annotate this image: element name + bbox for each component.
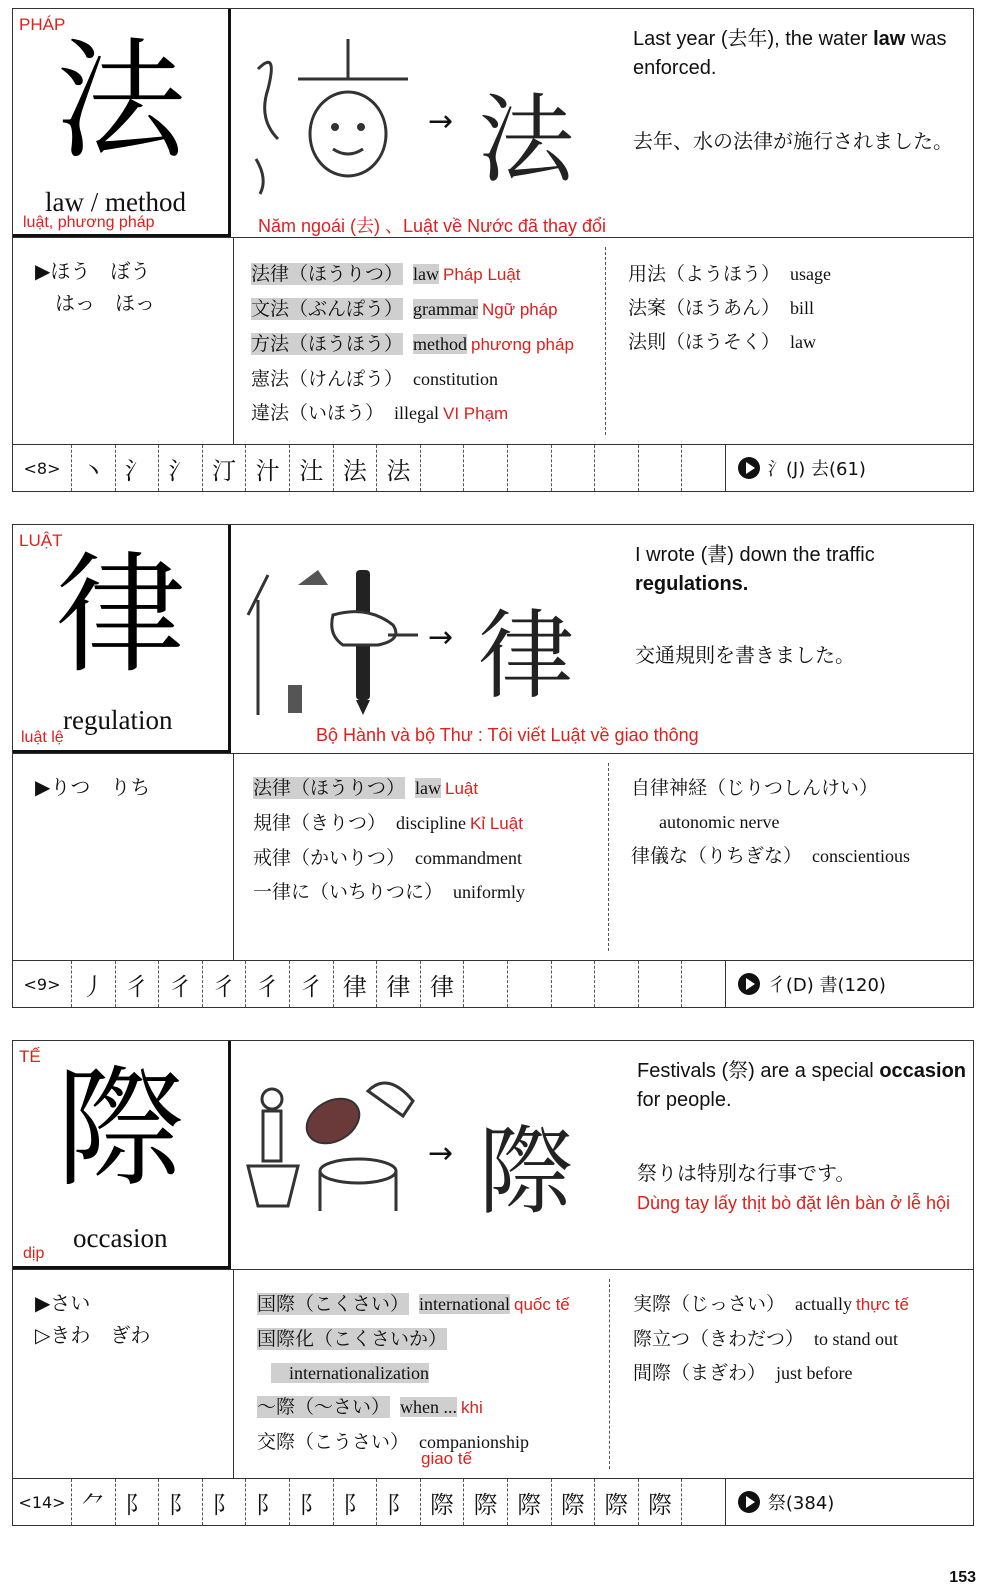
- vocab-item: 法則（ほうそく） law: [628, 331, 817, 353]
- mnemonic-illustration: [238, 9, 618, 209]
- reading-line: ▶ほう ぼう: [35, 259, 151, 283]
- story-vietnamese: Bộ Hành và bộ Thư : Tôi viết Luật về giao thông: [316, 725, 699, 745]
- stroke-step: 法: [334, 445, 378, 491]
- page-number: 153: [949, 1569, 976, 1586]
- vn-meaning: luật lệ: [21, 729, 64, 746]
- story-english: [637, 1057, 967, 1115]
- arrow-icon: →: [428, 620, 454, 655]
- illustration-drawing: [238, 525, 428, 725]
- readings: [35, 771, 150, 803]
- column-divider-dashed: [605, 247, 606, 435]
- vocab-item: 律儀な（りちぎな） conscientious: [631, 845, 910, 867]
- illustration-drawing: [238, 1041, 428, 1241]
- story-japanese: 去年、水の法律が施行されました。: [633, 129, 953, 153]
- radical-text: 祭(384): [767, 1493, 835, 1514]
- vocab-item: 実際（じっさい） actually thực tế: [633, 1293, 909, 1315]
- stroke-step: 阝: [246, 1479, 290, 1525]
- card-top: [13, 525, 973, 754]
- stroke-step: 際: [552, 1479, 596, 1525]
- vocab-item: 規律（きりつ） discipline Kỉ Luật: [253, 812, 523, 834]
- stroke-step: 阝: [116, 1479, 160, 1525]
- vocab-item: 法律（ほうりつ） law Luật: [253, 777, 479, 799]
- vocab-item: 戒律（かいりつ） commandment: [253, 847, 522, 869]
- kanji-evolution: 律: [478, 600, 574, 712]
- stroke-order-row: [13, 1478, 973, 1525]
- stroke-step: 律: [334, 961, 378, 1007]
- card-middle: [13, 237, 973, 445]
- vocab-item: 〜際（〜さい） when ... khi: [257, 1396, 483, 1418]
- stroke-step: [682, 445, 726, 491]
- story-vietnamese: Năm ngoái (去) 、Luật về Nước đã thay đổi: [258, 216, 607, 236]
- stroke-step: 際: [421, 1479, 465, 1525]
- vocab-item: 用法（ようほう） usage: [628, 263, 831, 285]
- stroke-step: 汁: [246, 445, 290, 491]
- radical-reference: [726, 961, 973, 1007]
- stroke-step: 彳: [159, 961, 203, 1007]
- vocab-vietnamese-extra: giao tế: [421, 1449, 473, 1468]
- radical-reference: [726, 1479, 973, 1525]
- reading-line: ▷きわ ぎわ: [35, 1323, 151, 1347]
- illustration-drawing: [238, 9, 428, 209]
- stroke-step: 丿: [72, 961, 116, 1007]
- card-top: [13, 1041, 973, 1270]
- story-en-part2: for people.: [637, 1089, 732, 1111]
- stroke-step: 彳: [203, 961, 247, 1007]
- stroke-step: 彳: [116, 961, 160, 1007]
- card-middle: [13, 1269, 973, 1479]
- stroke-step: 阝: [334, 1479, 378, 1525]
- kanji-meaning: law / method: [45, 187, 186, 217]
- stroke-step: [595, 961, 639, 1007]
- vocab-item: 違法（いほう） illegal VI Phạm: [251, 402, 509, 424]
- story-en-keyword: regulations.: [635, 573, 749, 595]
- stroke-step: [639, 961, 683, 1007]
- stroke-order-row: [13, 444, 973, 491]
- stroke-step: 律: [421, 961, 465, 1007]
- vocab-item: 一律に（いちりつに） uniformly: [253, 881, 526, 903]
- kanji-box: [13, 1041, 231, 1269]
- stroke-step: 律: [377, 961, 421, 1007]
- stroke-step: 際: [639, 1479, 683, 1525]
- radical-text: 彳(D) 書(120): [767, 975, 886, 996]
- stroke-step: [595, 445, 639, 491]
- kanji-character: 律: [55, 539, 186, 691]
- column-divider-dashed: [609, 1279, 610, 1469]
- reading-line: ▶りつ りち: [35, 775, 151, 799]
- radical-text: 氵(J) 去(61): [767, 459, 866, 480]
- story-en-part1: I wrote (書) down the traffic: [635, 544, 875, 566]
- mnemonic-illustration: [238, 525, 618, 725]
- stroke-step: [508, 445, 552, 491]
- column-divider: [233, 753, 234, 961]
- card-top: [13, 9, 973, 238]
- stroke-step: 阝: [203, 1479, 247, 1525]
- stroke-step: [682, 961, 726, 1007]
- vn-tag: LUẬT: [19, 531, 63, 550]
- vocab-item: 文法（ぶんぽう） grammar Ngữ pháp: [251, 298, 558, 320]
- stroke-step: 際: [595, 1479, 639, 1525]
- radical-reference: [726, 445, 973, 491]
- vn-meaning: luật, phương pháp: [23, 214, 155, 231]
- reading-line: はっ ほっ: [35, 291, 155, 315]
- kanji-character: 法: [55, 25, 186, 177]
- vn-meaning: dịp: [23, 1245, 45, 1262]
- stroke-order-row: [13, 960, 973, 1007]
- story-en-keyword: law: [873, 28, 906, 50]
- stroke-step: [508, 961, 552, 1007]
- kanji-meaning: regulation: [63, 705, 173, 735]
- stroke-step: [464, 445, 508, 491]
- arrow-icon: →: [428, 1136, 454, 1171]
- vocab-list-right: [628, 257, 831, 359]
- story-en-part2: was enforced.: [633, 28, 947, 79]
- vocab-item: 間際（まぎわ） just before: [633, 1362, 853, 1384]
- kanji-evolution: 法: [478, 84, 574, 196]
- stroke-step: 阝: [290, 1479, 334, 1525]
- story-en-part1: Festivals (祭) are a special: [637, 1060, 874, 1082]
- stroke-step: 氵: [159, 445, 203, 491]
- kanji-character: 際: [55, 1053, 186, 1205]
- stroke-step: 汢: [290, 445, 334, 491]
- vocab-item: 交際（こうさい） companionship: [257, 1431, 530, 1453]
- stroke-step: [552, 445, 596, 491]
- stroke-step: 氵: [116, 445, 160, 491]
- story-en-part1: Last year (去年), the water: [633, 28, 868, 50]
- story-english: [633, 25, 963, 83]
- vocab-list-right: [633, 1287, 909, 1390]
- arrow-icon: →: [428, 104, 454, 139]
- stroke-step: 彳: [290, 961, 334, 1007]
- vocab-item: autonomic nerve: [641, 812, 780, 832]
- stroke-step: [639, 445, 683, 491]
- stroke-count: <8>: [13, 445, 72, 491]
- stroke-step: [421, 445, 465, 491]
- vocab-list-right: [631, 771, 910, 873]
- kanji-meaning: occasion: [73, 1223, 168, 1253]
- reading-line: ▶さい: [35, 1291, 91, 1315]
- card-middle: [13, 753, 973, 961]
- stroke-step: [464, 961, 508, 1007]
- stroke-count: <9>: [13, 961, 72, 1007]
- stroke-step: [682, 1479, 726, 1525]
- stroke-step: 彳: [246, 961, 290, 1007]
- vocab-item: 際立つ（きわだつ） to stand out: [633, 1328, 899, 1350]
- story-vietnamese: Dùng tay lấy thịt bò đặt lên bàn ở lễ hội: [637, 1193, 951, 1213]
- stroke-step: 阝: [159, 1479, 203, 1525]
- vocab-item: 憲法（けんぽう） constitution: [251, 368, 499, 390]
- stroke-step: ⺈: [72, 1479, 116, 1525]
- story-english: [635, 541, 965, 599]
- vocab-list-left: [253, 771, 525, 909]
- vocab-item: 法案（ほうあん） bill: [628, 297, 815, 319]
- vocab-list-left: [257, 1287, 570, 1459]
- play-icon: [738, 457, 760, 479]
- vocab-item: 法律（ほうりつ） law Pháp Luật: [251, 263, 521, 285]
- stroke-step: 際: [464, 1479, 508, 1525]
- stroke-step: 法: [377, 445, 421, 491]
- stroke-step: [552, 961, 596, 1007]
- story-japanese: 祭りは特別な行事です。: [637, 1161, 856, 1185]
- readings: [35, 255, 155, 319]
- stroke-count: <14>: [13, 1479, 72, 1525]
- mnemonic-illustration: [238, 1041, 618, 1241]
- story-en-keyword: occasion: [879, 1060, 967, 1082]
- stroke-step: 汀: [203, 445, 247, 491]
- vocab-item: 国際化（こくさいか）: [257, 1328, 448, 1350]
- vocab-item: 自律神経（じりつしんけい）: [631, 777, 879, 799]
- column-divider-dashed: [608, 763, 609, 951]
- kanji-evolution: 際: [478, 1116, 574, 1228]
- stroke-step: 丶: [72, 445, 116, 491]
- stroke-step: 際: [508, 1479, 552, 1525]
- play-icon: [738, 973, 760, 995]
- kanji-card-hou: [12, 8, 974, 492]
- vocab-list-left: [251, 257, 574, 431]
- vocab-item: internationalization: [271, 1363, 429, 1383]
- vn-tag: PHÁP: [19, 15, 66, 34]
- kanji-box: [13, 525, 231, 753]
- story-japanese: 交通規則を書きました。: [635, 643, 855, 667]
- stroke-step: 阝: [377, 1479, 421, 1525]
- vn-tag: TẾ: [19, 1047, 41, 1066]
- kanji-box: [13, 9, 231, 237]
- column-divider: [233, 237, 234, 445]
- readings: [35, 1287, 150, 1351]
- kanji-card-ritsu: [12, 524, 974, 1008]
- play-icon: [738, 1491, 760, 1513]
- kanji-card-sai: [12, 1040, 974, 1526]
- vocab-item: 国際（こくさい） international quốc tế: [257, 1293, 570, 1315]
- column-divider: [233, 1269, 234, 1479]
- vocab-item: 方法（ほうほう） method phương pháp: [251, 333, 574, 355]
